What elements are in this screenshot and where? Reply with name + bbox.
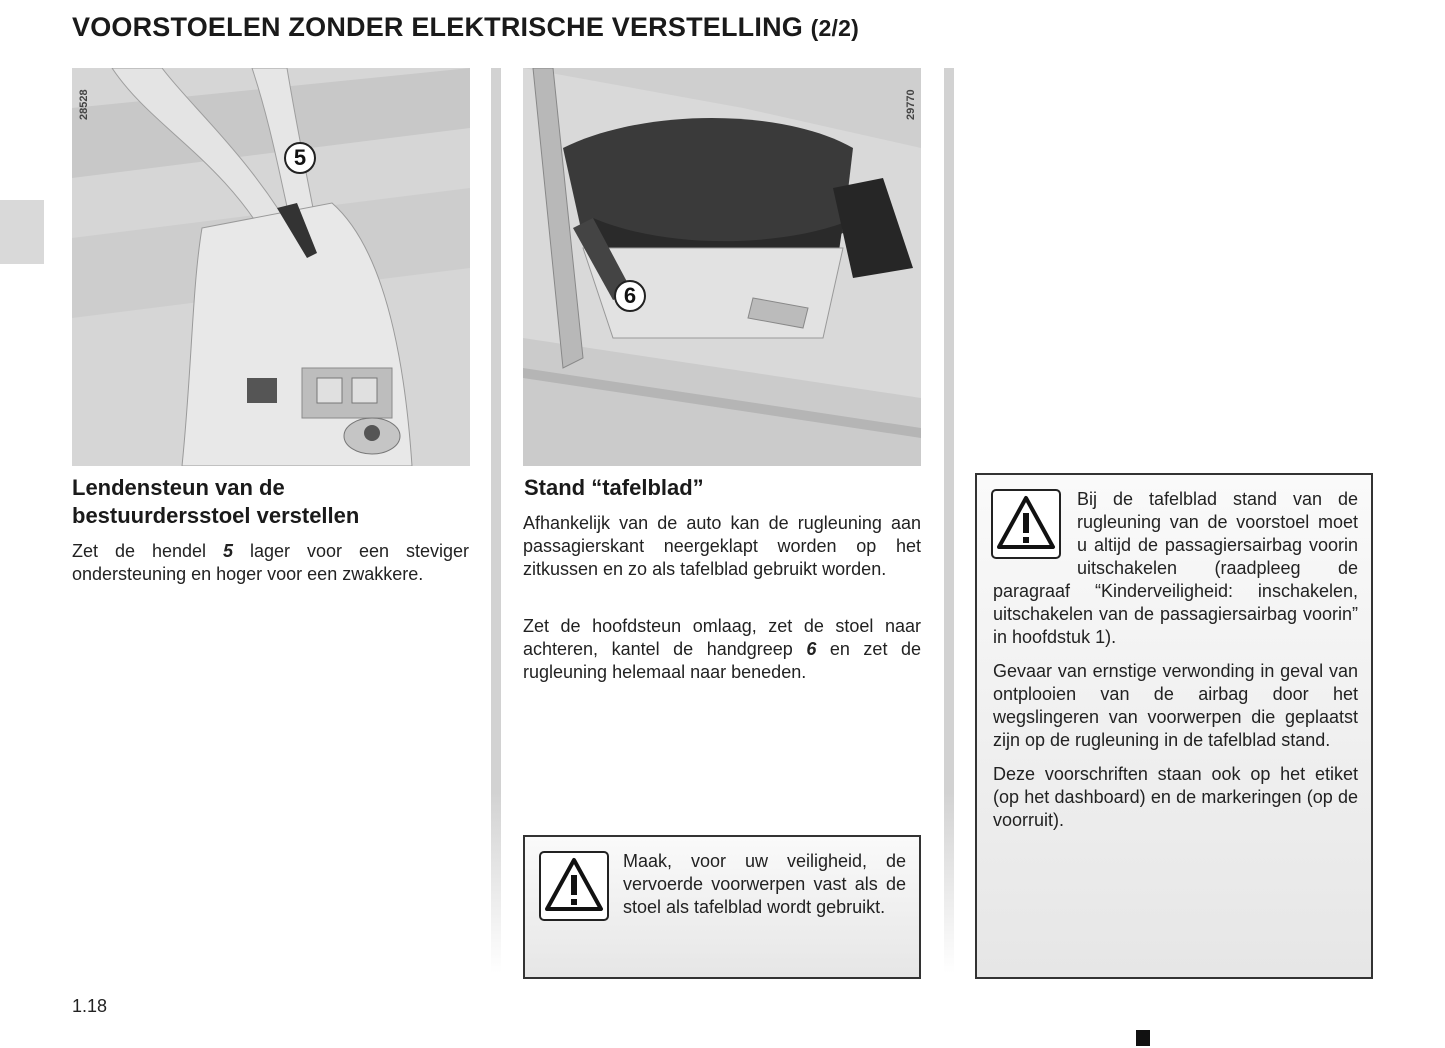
callout-6: 6 xyxy=(614,280,646,312)
page-title: VOORSTOELEN ZONDER ELEKTRISCHE VERSTELLING (2/2) xyxy=(72,12,859,42)
figure-code: 28528 xyxy=(78,89,90,120)
warning-triangle-icon xyxy=(539,851,609,921)
lever-reference: 5 xyxy=(223,541,234,561)
page-title-suffix: (2/2) xyxy=(810,15,859,41)
page-number: 1.18 xyxy=(72,996,108,1016)
warning-airbag-content xyxy=(993,488,1358,832)
warning-airbag-danger-text: Gevaar van ernstige verwonding in geval van ontplooien van de airbag door het wegslingeren van voorwerpen die geplaatst zijn op de rugleuning in de tafelblad stand. xyxy=(993,661,1358,750)
end-of-section-mark xyxy=(1136,1030,1150,1046)
table-position-intro: Afhankelijk van de auto kan de rugleuning aan passagierskant neergeklapt worden op het zitkussen en zo als tafelblad gebruikt worden. xyxy=(523,513,921,579)
table-position-steps: Zet de hoofdsteun omlaag, zet de stoel naar achteren, kantel de handgreep 6 en zet de rugleuning helemaal naar beneden. xyxy=(523,616,922,682)
warning-secure-objects-text: Maak, voor uw veiligheid, de vervoerde voorwerpen vast als de stoel als tafelblad wordt gebruikt. xyxy=(623,851,906,917)
lumbar-lever-photo xyxy=(72,68,470,466)
warning-airbag-label-text: Deze voorschriften staan ook op het etiket (op het dashboard) en de markeringen (op de voorruit). xyxy=(993,764,1358,830)
warning-box-airbag xyxy=(975,473,1373,979)
handle-reference: 6 xyxy=(806,639,817,659)
section-tab-marker xyxy=(0,200,44,264)
heading-lumbar-support: Lendensteun van de bestuurdersstoel verstellen xyxy=(72,475,360,528)
column-divider xyxy=(944,68,954,973)
lumbar-instructions: Zet de hendel 5 lager voor een steviger ondersteuning en hoger voor een zwakkere. xyxy=(72,541,469,584)
warning-airbag-deactivate-text: Bij de tafelblad stand van de rugleuning van de voorstoel moet u altijd de passagiersairbag voorin uitschakelen (raadpleeg de paragraaf “Kinderveiligheid: inschakelen, uitschakelen van de passagiersairbag voorin” in hoofdstuk 1). xyxy=(993,489,1358,647)
figure-code: 29770 xyxy=(905,89,917,120)
heading-table-position: Stand “tafelblad” xyxy=(524,475,704,500)
warning-box-secure-objects xyxy=(523,835,921,979)
table-position-photo xyxy=(523,68,921,466)
column-divider xyxy=(491,68,501,973)
callout-5: 5 xyxy=(284,142,316,174)
